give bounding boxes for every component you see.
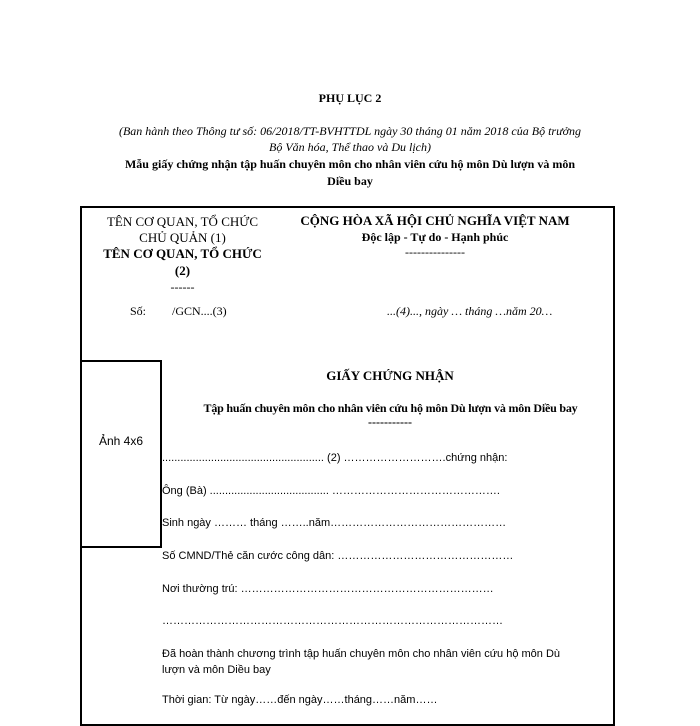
partial-line: Thời gian: Từ ngày……đến ngày……tháng……năm…… [162,694,438,706]
motto: Độc lập - Tự do - Hạnh phúc [361,230,509,244]
place-date: ...(4)..., ngày … tháng …năm 20… [387,304,553,318]
issued-note-line2: Bộ Văn hóa, Thể thao và Du lịch) [269,140,431,154]
subtitle-rule: ----------- [368,415,412,429]
issued-note-line1: (Ban hành theo Thông tư số: 06/2018/TT-BVHTTDL ngày 30 tháng 01 năm 2018 của Bộ trưởng [118,124,582,138]
form-title-line1: Mẫu giấy chứng nhận tập huấn chuyên môn cho nhân viên cứu hộ môn Dù lượn và môn [124,157,576,171]
certificate-title: GIẤY CHỨNG NHẬN [326,368,454,383]
number-value: /GCN....(3) [172,304,227,318]
number-label: Số: [130,304,147,318]
republic-title: CỘNG HÒA XÃ HỘI CHỦ NGHĨA VIỆT NAM [300,213,570,228]
certificate-subtitle: Tập huấn chuyên môn cho nhân viên cứu hộ môn Dù lượn và môn Diều bay [203,401,578,415]
photo-label: Ảnh 4x6 [98,434,144,448]
residence-line: Nơi thường trú: …………………………………………………………… [162,583,494,595]
agency-parent-line1: TÊN CƠ QUAN, TỔ CHỨC [106,214,259,229]
id-line: Số CMND/Thẻ căn cước công dân: ………………………………………… [162,550,514,562]
dob-line: Sinh ngày ……… tháng ……..năm………………………………………… [162,517,507,529]
photo-placeholder [80,360,162,548]
dots-line: ………………………………………………………………………………… [162,615,503,627]
agency-line1: TÊN CƠ QUAN, TỔ CHỨC [103,246,262,261]
motto-rule: --------------- [405,245,465,259]
completed-line2: lượn và môn Diều bay [162,664,271,676]
agency-rule: ------ [170,280,195,294]
agency-parent-line2: CHỦ QUẢN (1) [139,230,226,245]
completed-line1: Đã hoàn thành chương trình tập huấn chuyên môn cho nhân viên cứu hộ môn Dù [162,648,561,660]
form-title-line2: Diều bay [327,174,373,188]
certify-line: ..................................................... (2) ……………………….chứng nhận: [162,452,508,464]
appendix-title: PHỤ LỤC 2 [318,91,382,105]
name-line: Ông (Bà) ....................................... ………………………………………. [162,485,500,497]
agency-line2: (2) [174,263,191,278]
